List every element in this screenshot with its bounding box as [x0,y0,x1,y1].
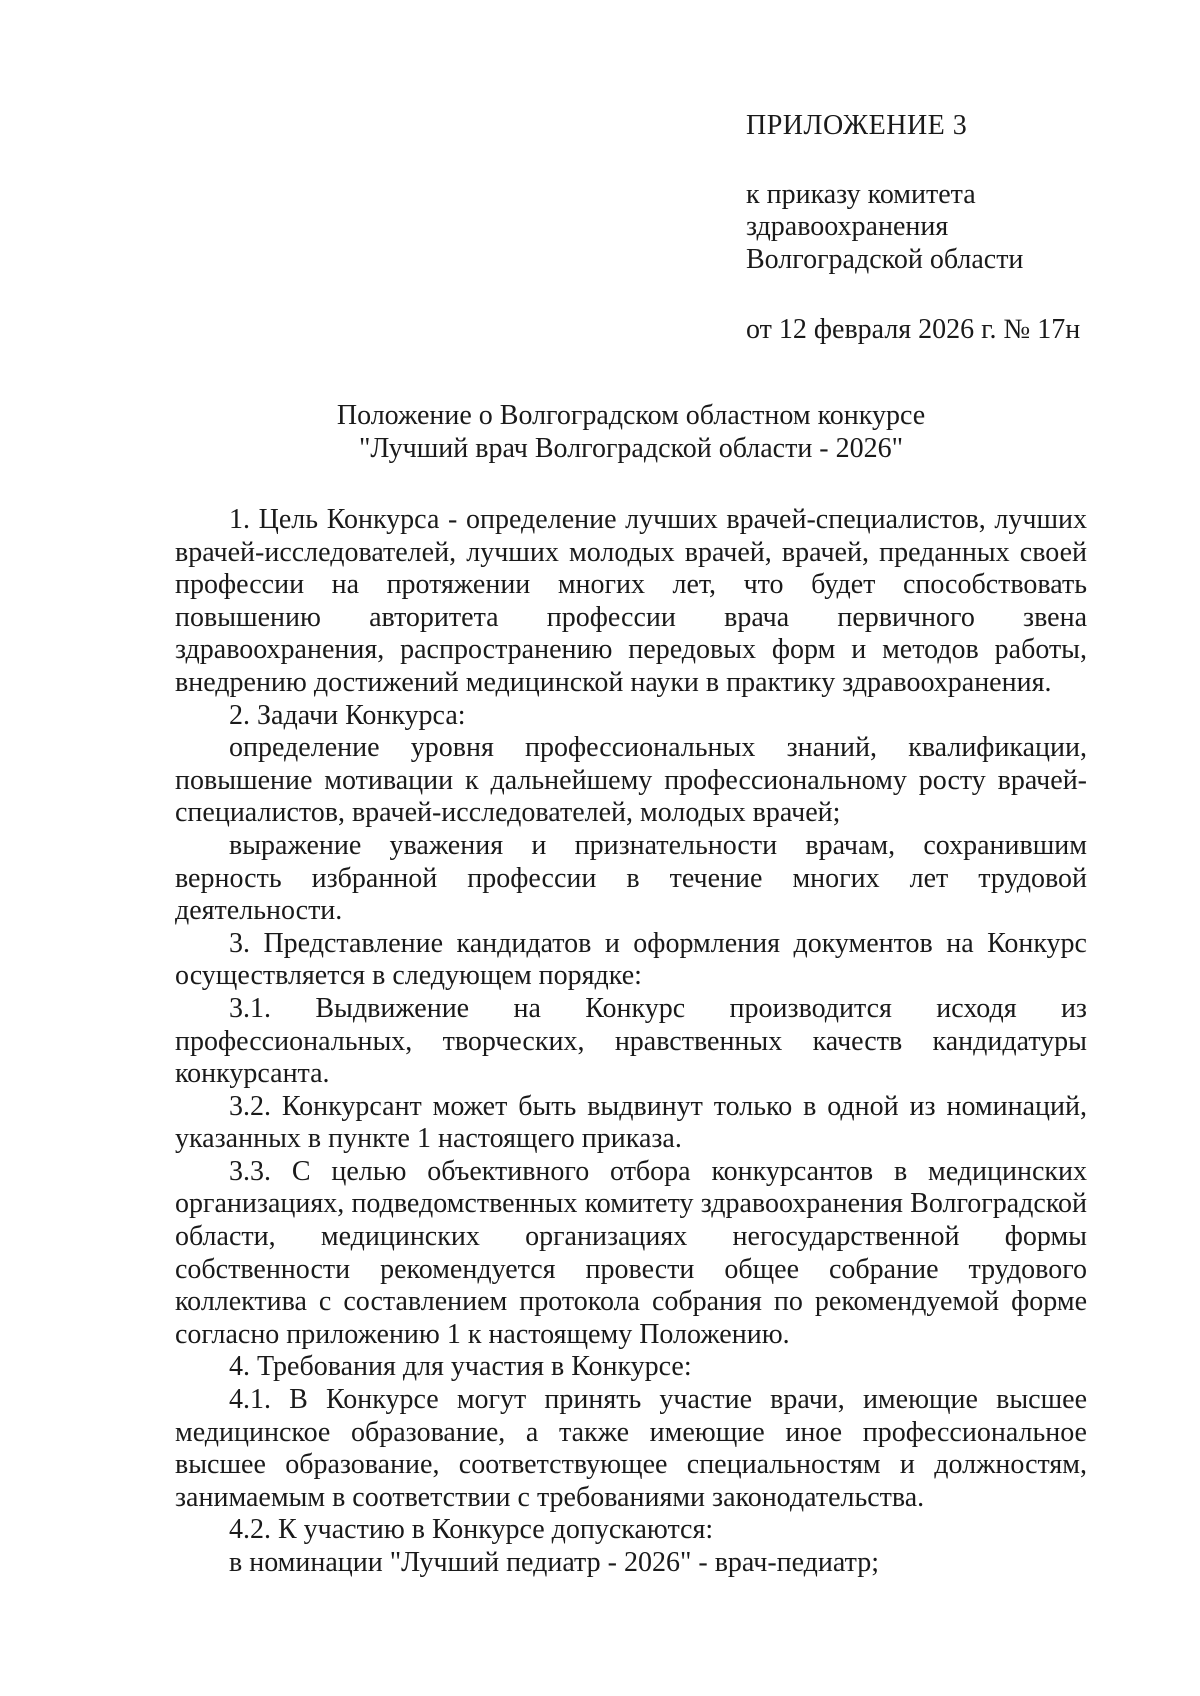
paragraph-task-2: выражение уважения и признательности врачам, сохранившим верность избранной профессии в течение многих лет трудовой деятельности. [175,829,1087,927]
appendix-heading: ПРИЛОЖЕНИЕ 3 [746,110,968,141]
paragraph-procedure: 3. Представление кандидатов и оформления документов на Конкурс осуществляется в следующем порядке: [175,927,1087,992]
title-line: "Лучший врач Волгоградской области - 2026" [358,432,904,464]
appendix-ref-line: к приказу комитета [746,178,976,210]
title-line: Положение о Волгоградском областном конкурсе [336,400,926,431]
document-body [175,504,1087,1580]
appendix-ref-line: здравоохранения [746,211,949,243]
order-date: от 12 февраля 2026 г. № 17н [746,314,1081,346]
paragraph-4-2: 4.2. К участию в Конкурсе допускаются: [229,1514,714,1546]
paragraph-3-2: 3.2. Конкурсант может быть выдвинут только в одной из номинаций, указанных в пункте 1 настоящего приказа. [175,1090,1087,1155]
paragraph-goal: 1. Цель Конкурса - определение лучших врачей-специалистов, лучших врачей-исследователей, лучших молодых врачей, врачей, преданных своей профессии на протяжении многих лет, что будет способствовать повышению авторитета профессии врача первичного звена здравоохранения, распространению передовых форм и методов работы, внедрению достижений медицинской науки в практику здравоохранения. [175,504,1087,698]
paragraph-3-3: 3.3. С целью объективного отбора конкурсантов в медицинских организациях, подведомственных комитету здравоохранения Волгоградской области, медицинских организациях негосударственной формы собственности рекомендуется провести общее собрание трудового коллектива с составлением протокола собрания по рекомендуемой форме согласно приложению 1 к настоящему Положению. [175,1155,1087,1350]
paragraph-3-1: 3.1. Выдвижение на Конкурс производится исходя из профессиональных, творческих, нравственных качеств кандидатуры конкурсанта. [175,992,1087,1090]
paragraph-task-1: определение уровня профессиональных знаний, квалификации, повышение мотивации к дальнейшему профессиональному росту врачей-специалистов, врачей-исследователей, молодых врачей; [175,732,1087,829]
paragraph-nomination-pediatrician: в номинации "Лучший педиатр - 2026" - врач-педиатр; [229,1547,879,1578]
appendix-ref-line: Волгоградской области [746,243,1024,275]
paragraph-4-1: 4.1. В Конкурсе могут принять участие врачи, имеющие высшее медицинское образование, а также имеющие иное профессиональное высшее образование, соответствующее специальностям и должностям, занимаемым в соответствии с требованиями законодательства. [175,1384,1087,1513]
document-title [175,400,1087,465]
paragraph-tasks-heading: 2. Задачи Конкурса: [229,699,466,731]
paragraph-requirements: 4. Требования для участия в Конкурсе: [229,1351,692,1383]
appendix-block [746,110,1080,347]
